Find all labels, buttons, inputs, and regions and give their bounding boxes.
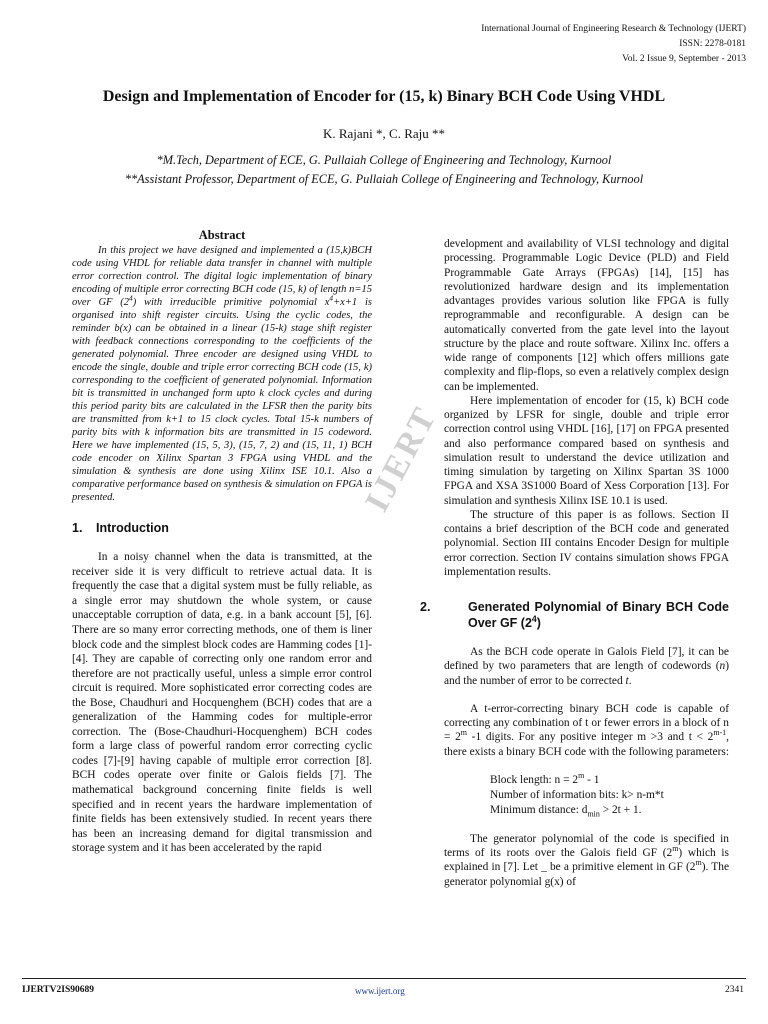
- intro-heading: 1. Introduction: [72, 521, 169, 536]
- watermark: IJERT: [358, 399, 445, 518]
- right-paragraph-2: Here implementation of encoder for (15, k) BCH code organized by LFSR for single, double and triple error correction control using VHDL [16], [17] on FPGA presented and also performance compared based on synthesis and simulation result to understand the device utilization and timing simulation by targeting on Xilinx Spartan 3S 1000 FPGA and XSA 3S1000 Board of Xess Corporation [13]. For simulation and synthesis Xilinx ISE 10.1 is used.: [444, 394, 729, 507]
- right-paragraph-1: development and availability of VLSI technology and digital processing. Programmable Logic Device (PLD) and Field Programmable Gate Arrays (FPGAs) [14], [15] has revolutionized hardware design and its implementation advantages provides various solution like FPGA is fully reprogrammable and reconfigurable. A design can be automatically converted from the gate level into the layout structure by the place and route software. Xilinx Inc. offers a wide range of components [12] which offers millions gate complexity and flip-flops, so even a relatively complex design can be implemented.: [444, 238, 729, 393]
- section-2-paragraph-2: A t-error-correcting binary BCH code is capable of correcting any combination of t or fewer errors in a block of $n = 2^m$ -1 digits. For any positive integer m >3 and $t < 2^{m-1}$, there exists a binary BCH code with the following parameters:: [444, 702, 730, 758]
- section-2-heading: 2. Generated Polynomial of Binary BCH Code Over GF $(2^4)$: [420, 600, 729, 630]
- section-2-paragraph-3: The generator polynomial of the code is specified in terms of its roots over the Galois field GF (2$^m$) which is explained in [7]. Let _ be a primitive element in GF (2$^m$). The generator polynomial g(x) of: [444, 832, 729, 888]
- footer-website-link[interactable]: www.ijert.org: [355, 986, 405, 996]
- left-column: [72, 228, 372, 856]
- affiliation-2: **Assistant Professor, Department of ECE, G. Pullaiah College of Engineering and Technology, Kurnool: [124, 172, 644, 186]
- affiliation-1: *M.Tech, Department of ECE, G. Pullaiah College of Engineering and Technology, Kurnool: [156, 153, 612, 167]
- journal-volume: Vol. 2 Issue 9, September - 2013: [622, 54, 746, 64]
- bch-parameters: [444, 770, 729, 819]
- paper-authors: K. Rajani *, C. Raju **: [322, 126, 446, 141]
- right-paragraph-3: The structure of this paper is as follows. Section II contains a brief description of the BCH code and generated polynomial. Section III contains Encoder Design for multiple error correction. Section IV contains simulation shows FPGA implementation results.: [444, 508, 729, 578]
- section-2-paragraph-1: As the BCH code operate in Galois Field [7], it can be defined by two parameters that are length of codewords (n) and the number of error to be corrected t.: [444, 646, 729, 687]
- abstract-heading: Abstract: [198, 228, 246, 242]
- param-info-bits: Number of information bits: k> n-m*t: [490, 788, 664, 801]
- abstract-text: In this project we have designed and implemented a (15,k)BCH code using VHDL for reliable data transfer in channel with multiple error correction control. The digital logic implementation of binary encoding of multiple error correcting BCH code (15, k) of length n=15 over GF $(2^4)$ with irreducible primitive polynomial $x^4+x+1$ is organised into shift register circuits. Using the cyclic codes, the reminder b(x) can be obtained in a linear (15-k) stage shift register with feedback connections corresponding to the coefficients of the generated polynomial. Three encoder are designed using VHDL to encode the single, double and triple error correcting BCH code (15, k) corresponding to the coefficient of generated polynomial. Information bit is transmitted in unchanged form upto k clock cycles and during this period parity bits are calculated in the LFSR then the parity bits are transmitted from k+1 to 15 clock cycles. Total 15-k numbers of parity bits with k information bits are transmitted in 15 codeword. Here we have implemented (15, 5, 3), (15, 7, 2) and (15, 11, 1) BCH code encoder on Xilinx Spartan 3 FPGA using VHDL and the simulation & synthesis are done using Xilinx ISE 10.1. Also a comparative performance based on synthesis & simulation on FPGA is presented.: [72, 245, 372, 504]
- journal-name: International Journal of Engineering Research & Technology (IJERT): [481, 24, 746, 34]
- footer-page-number: 2341: [725, 985, 744, 995]
- journal-header: [346, 22, 746, 67]
- param-min-distance: Minimum distance: $d_{min} > 2t + 1$.: [490, 803, 642, 819]
- paper-title: Design and Implementation of Encoder for (15, k) Binary BCH Code Using VHDL: [102, 88, 666, 105]
- journal-issn: ISSN: 2278-0181: [679, 39, 746, 49]
- footer-paper-id: IJERTV2IS90689: [22, 985, 94, 995]
- intro-text: In a noisy channel when the data is transmitted, at the receiver side it is very difficult to retrieve actual data. It is frequently the case that a digital system must be fully reliable, as a single error may shutdown the whole system, or cause unacceptable corruption of data, e.g. in a bank account [5], [6]. There are so many error correcting methods, one of them is liner block code and the simplest block codes are Hamming codes [1]-[4]. They are capable of correcting only one random error and therefore are not practically useful, unless a simple error control circuit is required. More sophisticated error correcting codes are the Bose, Chaudhuri and Hocquenghem (BCH) codes that are a generalization of the Hamming codes for multiple-error correction. The (Bose-Chaudhuri-Hocquenghem) BCH codes form a large class of powerful random error correcting cyclic codes [7]-[9] having capable of multiple error correction [8]. BCH codes operate over finite or Galois fields [7]. The mathematical background concerning finite fields is well specified and in recent years the hardware implementation of finite fields has been extensively studied. In recent years there has been an increasing demand for digital transmission and storage system and it has been accelerated by the rapid: [72, 551, 372, 855]
- param-block-length: Block length: $n = 2^m - 1$: [490, 770, 600, 786]
- right-column: [420, 237, 730, 889]
- footer-rule: [22, 978, 746, 979]
